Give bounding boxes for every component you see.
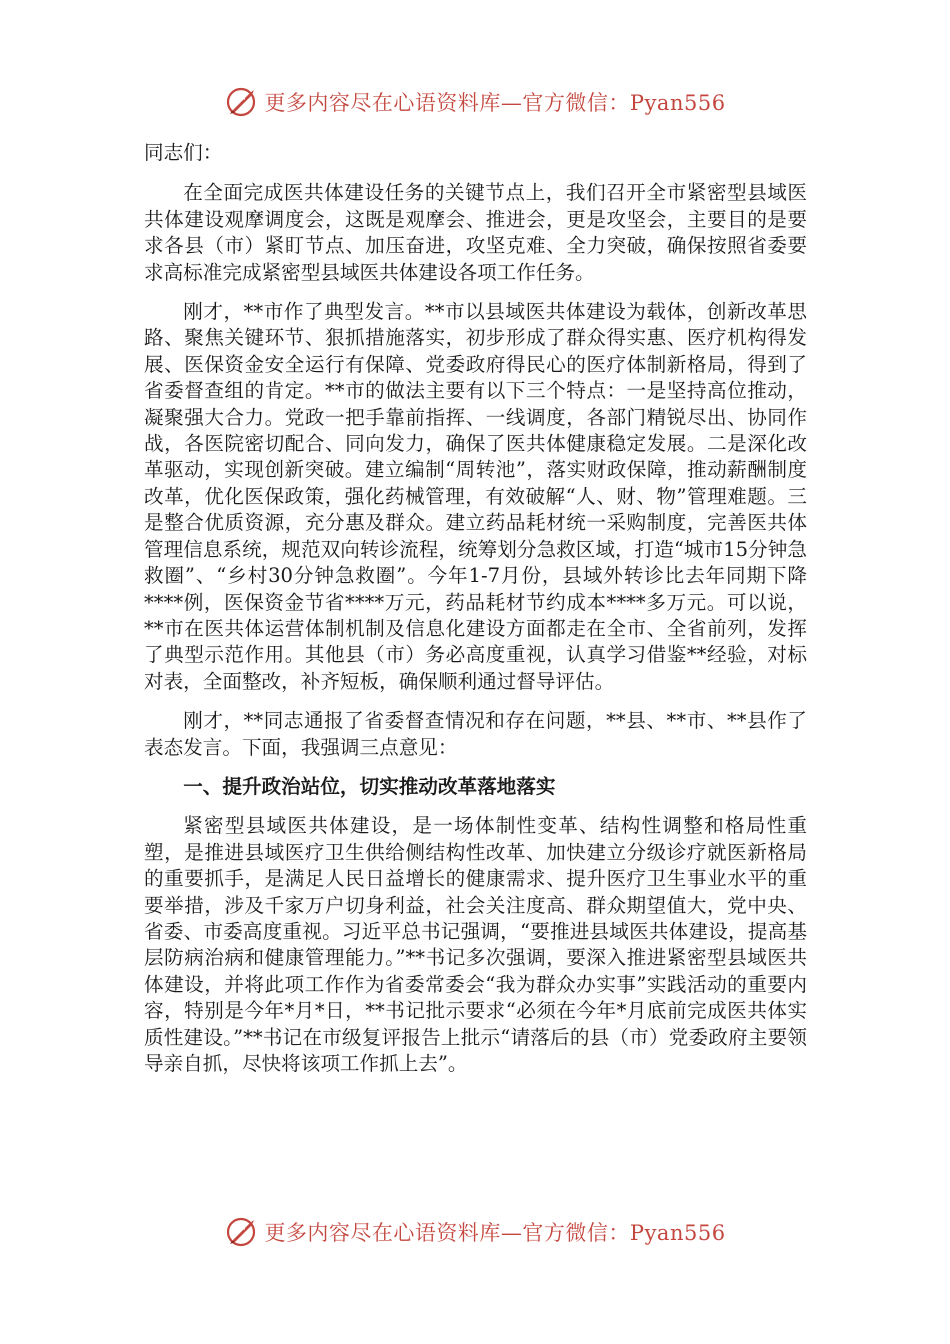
section-heading: 一、提升政治站位，切实推动改革落地落实: [183, 774, 556, 798]
watermark-text: 更多内容尽在心语资料库—官方微信：Pyan556: [264, 91, 726, 115]
paragraph-three-points: 刚才，**同志通报了省委督查情况和存在问题，**县、**市、**县作了表态发言。下面，我强调三点意见：: [144, 709, 807, 759]
paragraph-typical-speech: 刚才，**市作了典型发言。**市以县域医共体建设为载体，创新改革思路、聚焦关键环节、狠抓措施落实，初步形成了群众得实惠、医疗机构得发展、医保资金安全运行有保障、党委政府得民心的医疗体制新格局，得到了省委督查组的肯定。**市的做法主要有以下三个特点：一是坚持高位推动，凝聚强大合力。党政一把手靠前指挥、一线调度，各部门精锐尽出、协同作战，各医院密切配合、同向发力，确保了医共体健康稳定发展。二是深化改革驱动，实现创新突破。建立编制“周转池”，落实财政保障，推动薪酬制度改革，优化医保政策，强化药械管理，有效破解“人、财、物”管理难题。三是整合优质资源，充分惠及群众。建立药品耗材统一采购制度，完善医共体管理信息系统，规范双向转诊流程，统筹划分急救区域，打造“城市15分钟急救圈”、“乡村30分钟急救圈”。今年1-7月份，县域外转诊比去年同期下降****例，医保资金节省****万元，药品耗材节约成本****多万元。可以说，**市在医共体运营体制机制及信息化建设方面都走在全市、全省前列，发挥了典型示范作用。其他县（市）务必高度重视，认真学习借鉴**经验，对标对表，全面整改，补齐短板，确保顺利通过督导评估。: [144, 300, 807, 693]
document-body: [144, 140, 807, 1090]
greeting: 同志们：: [144, 141, 223, 164]
pen-logo-icon: [224, 1214, 260, 1250]
watermark-text: 更多内容尽在心语资料库—官方微信：Pyan556: [264, 1221, 726, 1245]
paragraph-section-1: 紧密型县域医共体建设，是一场体制性变革、结构性调整和格局性重塑，是推进县域医疗卫生供给侧结构性改革、加快建立分级诊疗就医新格局的重要抓手，是满足人民日益增长的健康需求、提升医疗卫生事业水平的重要举措，涉及千家万户切身利益，社会关注度高、群众期望值大，党中央、省委、市委高度重视。习近平总书记强调，“要推进县域医共体建设，提高基层防病治病和健康管理能力。”**书记多次强调，要深入推进紧密型县域医共体建设，并将此项工作作为省委常委会“我为群众办实事”实践活动的重要内容，特别是今年*月*日，**书记批示要求“必须在今年*月底前完成医共体实质性建设。”**书记在市级复评报告上批示“请落后的县（市）党委政府主要领导亲自抓，尽快将该项工作抓上去”。: [144, 814, 807, 1075]
watermark-header: [0, 82, 950, 122]
paragraph-intro: 在全面完成医共体建设任务的关键节点上，我们召开全市紧密型县域医共体建设观摩调度会，这既是观摩会、推进会，更是攻坚会，主要目的是要求各县（市）紧盯节点、加压奋进，攻坚克难、全力突破，确保按照省委要求高标准完成紧密型县域医共体建设各项工作任务。: [144, 181, 807, 284]
watermark-footer: [0, 1212, 950, 1252]
pen-logo-icon: [224, 84, 260, 120]
